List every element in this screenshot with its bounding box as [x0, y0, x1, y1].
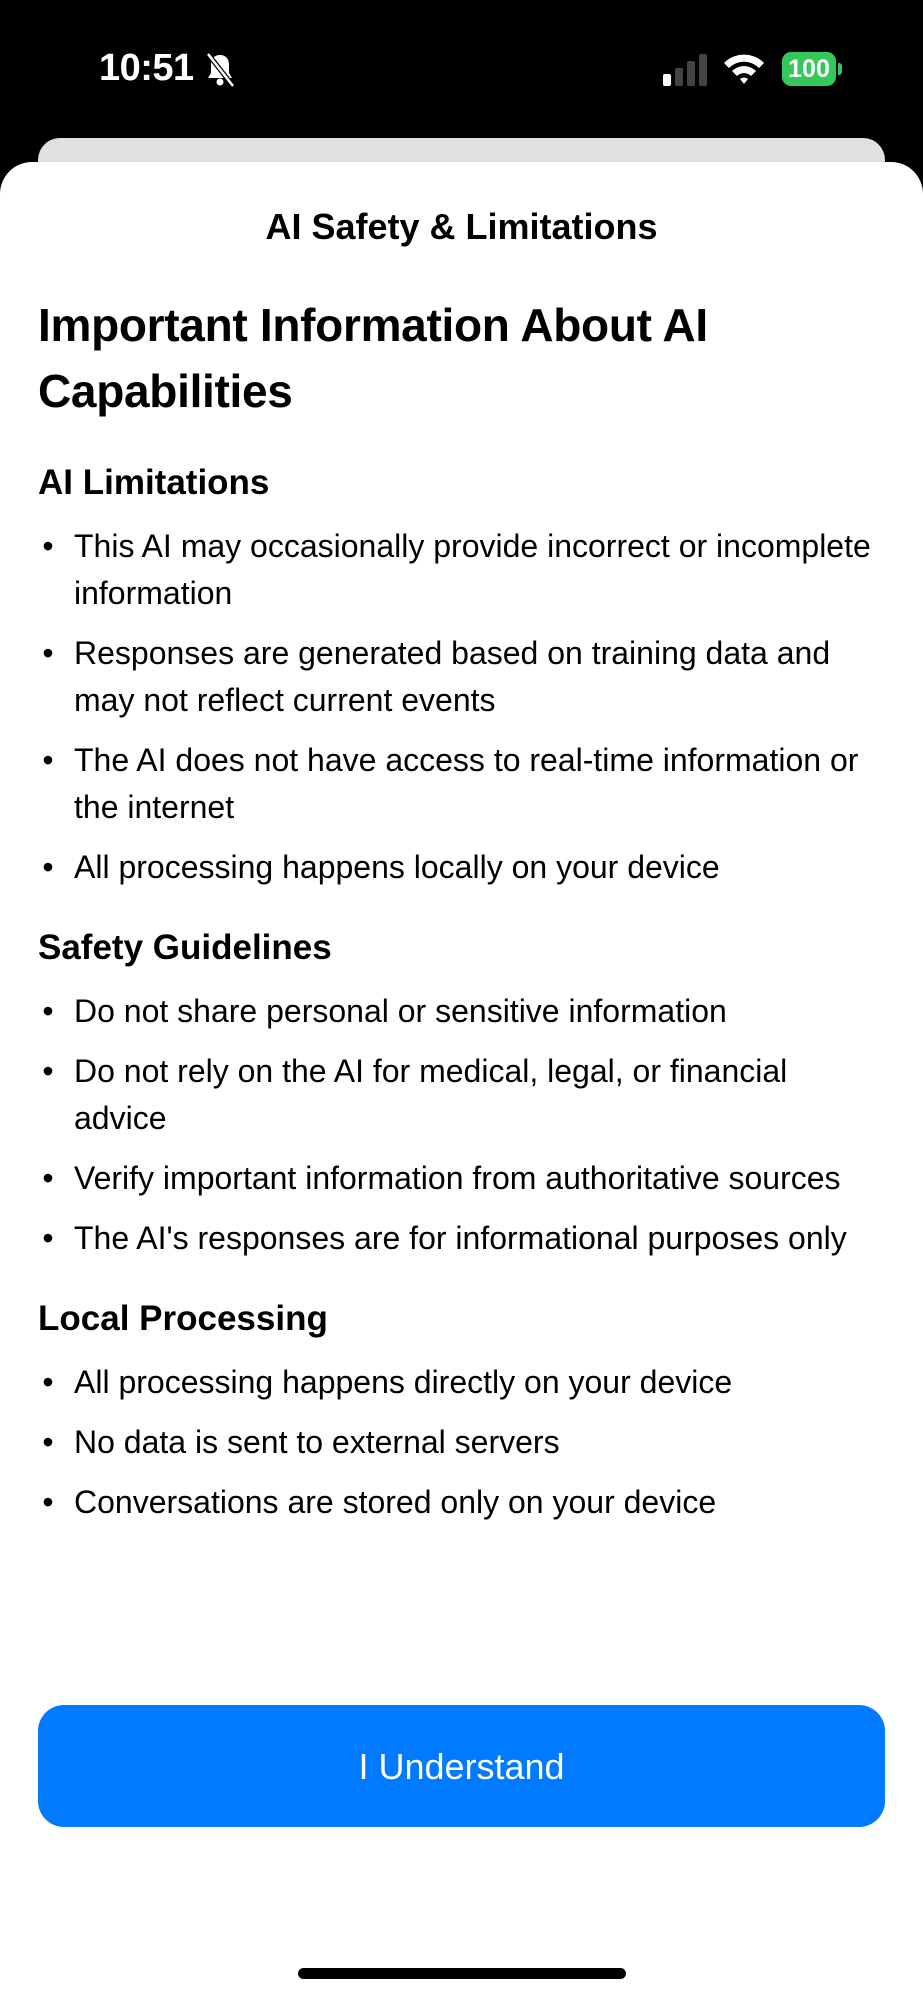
bullet-icon: •	[42, 1160, 54, 1196]
bullet-list	[38, 1359, 888, 1526]
bullet-icon: •	[42, 993, 54, 1029]
battery-icon	[782, 52, 842, 86]
list-item	[38, 737, 888, 831]
safety-sheet	[0, 162, 923, 2000]
list-item-text: The AI does not have access to real-time information or the internet	[74, 742, 859, 825]
wifi-icon	[722, 50, 766, 86]
list-item-text: All processing happens locally on your device	[74, 849, 720, 885]
list-item-text: The AI's responses are for informational purposes only	[74, 1220, 847, 1256]
list-item	[38, 844, 888, 891]
list-item-text: All processing happens directly on your device	[74, 1364, 733, 1400]
list-item	[38, 1359, 888, 1406]
bullet-icon: •	[42, 849, 54, 885]
list-item-text: Do not share personal or sensitive information	[74, 993, 727, 1029]
list-item	[38, 523, 888, 617]
list-item	[38, 988, 888, 1035]
list-item-text: This AI may occasionally provide incorrect or incomplete information	[74, 528, 871, 611]
section-heading: Safety Guidelines	[38, 928, 332, 967]
list-item	[38, 1215, 888, 1262]
list-item	[38, 1479, 888, 1526]
list-item	[38, 1155, 888, 1202]
section-heading: Local Processing	[38, 1299, 328, 1338]
battery-level: 100	[782, 52, 836, 86]
page-title: Important Information About AI Capabilities	[38, 299, 708, 417]
list-item-text: No data is sent to external servers	[74, 1424, 560, 1460]
cellular-signal-icon	[663, 54, 709, 86]
bullet-icon: •	[42, 1364, 54, 1400]
bullet-icon: •	[42, 528, 54, 564]
list-item-text: Verify important information from authoritative sources	[74, 1160, 841, 1196]
bullet-icon: •	[42, 1220, 54, 1256]
sheet-content[interactable]	[38, 292, 888, 1526]
bullet-list	[38, 988, 888, 1262]
bullet-icon: •	[42, 1053, 54, 1089]
list-item	[38, 1048, 888, 1142]
list-item-text: Do not rely on the AI for medical, legal, or financial advice	[74, 1053, 788, 1136]
section-ai-limitations	[38, 458, 888, 891]
list-item-text: Responses are generated based on training data and may not reflect current events	[74, 635, 831, 718]
section-local-processing	[38, 1294, 888, 1526]
list-item	[38, 1419, 888, 1466]
nav-title: AI Safety & Limitations	[265, 206, 658, 247]
section-heading: AI Limitations	[38, 463, 270, 502]
status-time: 10:51	[99, 47, 194, 89]
bullet-icon: •	[42, 1424, 54, 1460]
home-indicator[interactable]	[298, 1968, 626, 1979]
bullet-list	[38, 523, 888, 891]
list-item	[38, 630, 888, 724]
bell-slash-icon	[200, 50, 240, 90]
bullet-icon: •	[42, 742, 54, 778]
battery-nub	[838, 63, 842, 75]
bullet-icon: •	[42, 635, 54, 671]
status-bar	[0, 0, 923, 130]
section-safety-guidelines	[38, 923, 888, 1262]
bullet-icon: •	[42, 1484, 54, 1520]
list-item-text: Conversations are stored only on your device	[74, 1484, 717, 1520]
i-understand-button[interactable]: I Understand	[38, 1705, 885, 1827]
